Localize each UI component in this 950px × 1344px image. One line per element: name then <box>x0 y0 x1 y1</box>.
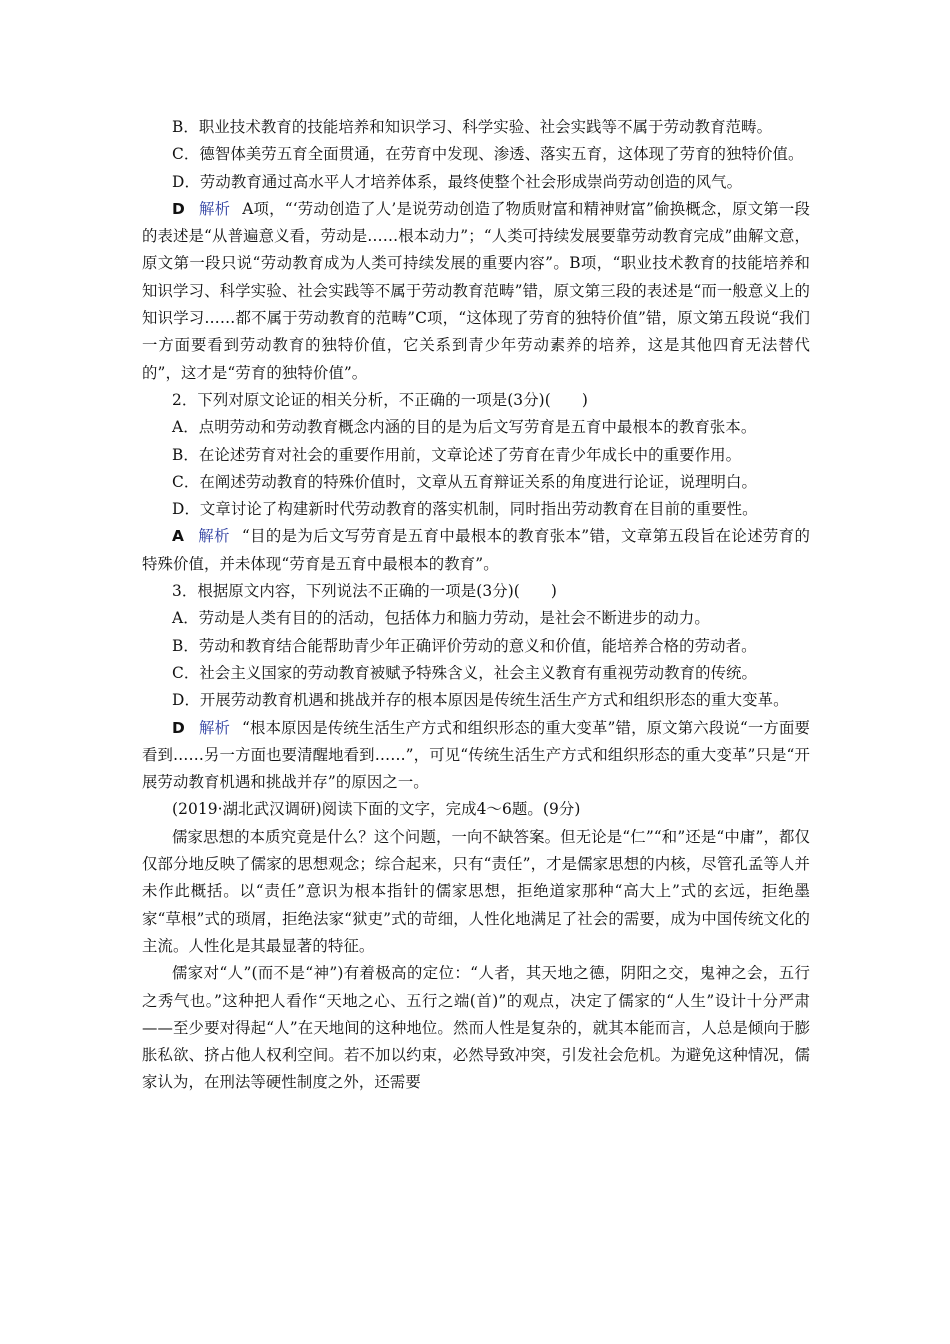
q3-answer: D <box>172 718 185 737</box>
q2-analysis-label: 解析 <box>198 527 230 546</box>
passage-paragraph-1: 儒家思想的本质究竟是什么？这个问题，一向不缺答案。但无论是“仁”“和”还是“中庸”，都仅仅部分地反映了儒家的思想观念；综合起来，只有“责任”，才是儒家思想的内核，尽管孔孟等人并未作此概括。以“责任”意识为根本指针的儒家思想，拒绝道家那种“高大上”式的玄远，拒绝墨家“草根”式的琐屑，拒绝法家“狱吏”式的苛细，人性化地满足了社会的需要，成为中国传统文化的主流。人性化是其最显著的特征。 <box>142 827 810 955</box>
q2-option-c: C．在阐述劳动教育的特殊价值时，文章从五育辩证关系的角度进行论证，说理明白。 <box>172 472 758 491</box>
q3-analysis-text: “根本原因是传统生活生产方式和组织形态的重大变革”错，原文第六段说“一方面要看到……另一方面也要清醒地看到……”，可见“传统生活生产方式和组织形态的重大变革”只是“开展劳动教育机遇和挑战并存”的原因之一。 <box>142 718 811 792</box>
q1-analysis <box>142 196 810 387</box>
q3-stem: 3．根据原文内容，下列说法不正确的一项是(3分)( ) <box>172 582 557 601</box>
q2-option-a: A．点明劳动和劳动教育概念内涵的目的是为后文写劳育是五育中最根本的教育张本。 <box>172 418 757 437</box>
q1-option-d: D．劳动教育通过高水平人才培养体系，最终使整个社会形成崇尚劳动创造的风气。 <box>172 172 743 191</box>
q3-option-b: B．劳动和教育结合能帮助青少年正确评价劳动的意义和价值，能培养合格的劳动者。 <box>172 636 757 655</box>
q2-analysis <box>142 523 810 578</box>
q2-answer: A <box>172 527 185 546</box>
q1-analysis-label: 解析 <box>198 199 231 218</box>
q2-analysis-text: “目的是为后文写劳育是五育中最根本的教育张本”错，文章第五段旨在论述劳育的特殊价值，并未体现“劳育是五育中最根本的教育”。 <box>142 527 811 573</box>
q1-analysis-text: A项，“‘劳动创造了人’是说劳动创造了物质财富和精神财富”偷换概念，原文第一段的表述是“从普遍意义看，劳动是……根本动力”；“人类可持续发展要靠劳动教育完成”曲解文意，原文第一段只说“劳动教育成为人类可持续发展的重要内容”。B项，“职业技术教育的技能培养和知识学习、科学实验、社会实践等不属于劳动教育范畴”错，原文第三段的表述是“而一般意义上的知识学习……都不属于劳动教育的范畴”C项，“这体现了劳育的独特价值”错，原文第五段说“我们一方面要看到劳动教育的独特价值，它关系到青少年劳动素养的培养，这是其他四育无法替代的”，这才是“劳育的独特价值”。 <box>142 199 810 382</box>
q1-option-c: C．德智体美劳五育全面贯通，在劳育中发现、渗透、落实五育，这体现了劳育的独特价值。 <box>172 145 804 164</box>
q3-analysis <box>142 715 810 797</box>
q2-stem: 2．下列对原文论证的相关分析，不正确的一项是(3分)( ) <box>172 390 588 409</box>
q2-option-d: D．文章讨论了构建新时代劳动教育的落实机制，同时指出劳动教育在目前的重要性。 <box>172 500 758 519</box>
q1-answer: D <box>172 199 185 218</box>
passage-intro: (2019·湖北武汉调研)阅读下面的文字，完成4～6题。(9分) <box>172 800 581 819</box>
q3-option-c: C．社会主义国家的劳动教育被赋予特殊含义，社会主义教育有重视劳动教育的传统。 <box>172 663 758 682</box>
document-body <box>142 114 810 1097</box>
q3-option-a: A．劳动是人类有目的的活动，包括体力和脑力劳动，是社会不断进步的动力。 <box>172 609 710 628</box>
q2-option-b: B．在论述劳育对社会的重要作用前，文章论述了劳育在青少年成长中的重要作用。 <box>172 445 742 464</box>
q3-analysis-label: 解析 <box>198 718 231 737</box>
passage-paragraph-2: 儒家对“人”(而不是“神”)有着极高的定位：“人者，其天地之德，阴阳之交，鬼神之会，五行之秀气也。”这种把人看作“天地之心、五行之端(首)”的观点，决定了儒家的“人生”设计十分严肃——至少要对得起“人”在天地间的这种地位。然而人性是复杂的，就其本能而言，人总是倾向于膨胀私欲、挤占他人权利空间。若不加以约束，必然导致冲突，引发社会危机。为避免这种情况，儒家认为，在刑法等硬性制度之外，还需要 <box>142 964 810 1092</box>
q1-option-b: B．职业技术教育的技能培养和知识学习、科学实验、社会实践等不属于劳动教育范畴。 <box>172 118 773 136</box>
q3-option-d: D．开展劳动教育机遇和挑战并存的根本原因是传统生活生产方式和组织形态的重大变革。 <box>172 691 789 710</box>
